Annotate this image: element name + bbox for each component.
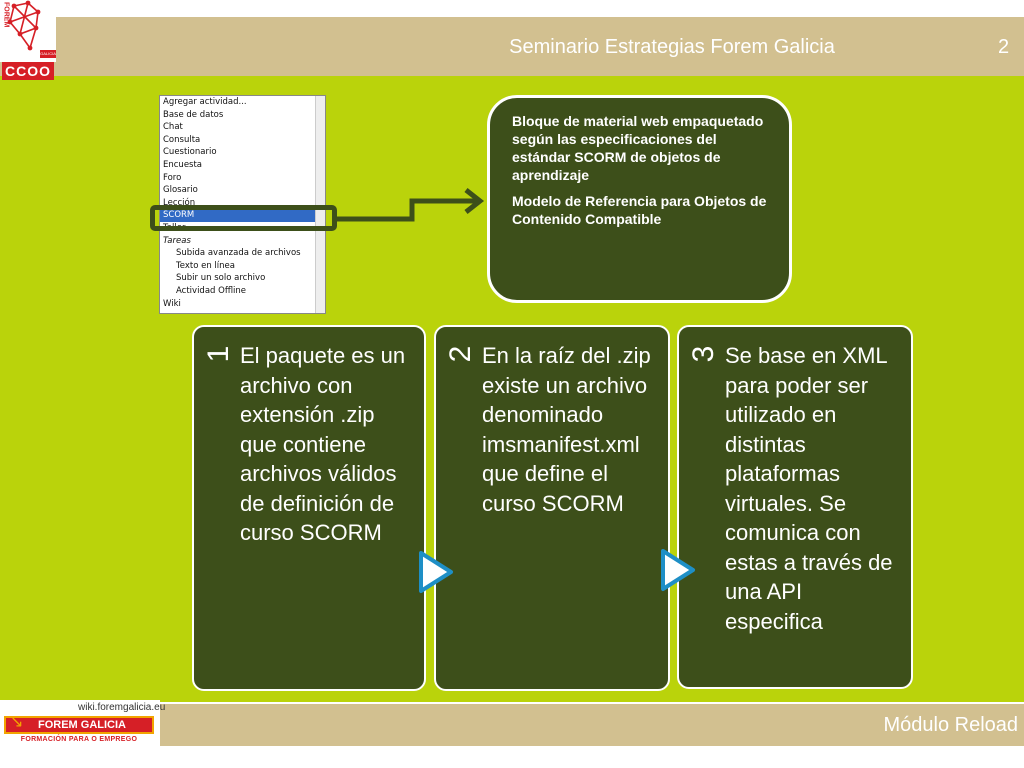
step-text: Se base en XML para poder ser utilizado en distintas plataformas virtuales. Se comunica con estas a través de una API especifica bbox=[725, 343, 893, 634]
scorm-definition-text: Bloque de material web empaquetado según las especificaciones del estándar SCORM de objetos de aprendizaje bbox=[512, 113, 764, 183]
menu-item[interactable]: Wiki bbox=[163, 298, 181, 309]
menu-item[interactable]: Subir un solo archivo bbox=[176, 273, 266, 284]
menu-item[interactable]: Consulta bbox=[163, 134, 201, 145]
forem-tagline: FORMACIÓN PARA O EMPREGO bbox=[20, 736, 138, 743]
chevron-right-icon bbox=[418, 550, 454, 594]
activity-menu-items bbox=[160, 96, 325, 310]
step-number: 1 bbox=[202, 345, 235, 363]
arrow-down-right-icon: ↘ bbox=[10, 712, 24, 731]
scorm-definition-bubble bbox=[487, 95, 792, 303]
step-text: En la raíz del .zip existe un archivo denominado imsmanifest.xml que define el curso SCORM bbox=[482, 343, 651, 516]
menu-item[interactable]: Subida avanzada de archivos bbox=[176, 248, 301, 259]
menu-item[interactable]: Taller bbox=[163, 222, 186, 233]
ccoo-badge: CCOO bbox=[2, 62, 54, 80]
footer-module-label: Módulo Reload bbox=[883, 714, 1018, 736]
step-number: 3 bbox=[687, 345, 720, 363]
menu-item[interactable]: SCORM bbox=[160, 209, 325, 222]
menu-item[interactable]: Chat bbox=[163, 122, 183, 133]
menu-item[interactable]: Glosario bbox=[163, 185, 198, 196]
forem-vertical-text bbox=[1, 2, 11, 30]
galicia-small-label: GALICIA bbox=[40, 51, 56, 56]
wiki-url[interactable]: wiki.foremgalicia.eu bbox=[78, 702, 166, 713]
menu-item[interactable]: Agregar actividad... bbox=[163, 97, 247, 107]
menu-item[interactable]: Foro bbox=[163, 172, 182, 183]
step-number: 2 bbox=[444, 345, 477, 363]
scorm-highlight-frame bbox=[150, 205, 337, 231]
step-card-1 bbox=[192, 325, 426, 691]
forem-letters: FOREM bbox=[2, 2, 10, 28]
menu-item[interactable]: Encuesta bbox=[163, 159, 203, 170]
menu-item[interactable]: Actividad Offline bbox=[176, 285, 247, 296]
chevron-right-icon bbox=[660, 548, 696, 592]
menu-item[interactable]: Lección bbox=[163, 197, 196, 208]
menu-group-label: Tareas bbox=[163, 235, 191, 246]
step-card-3 bbox=[677, 325, 913, 689]
step-card-2 bbox=[434, 325, 670, 691]
slide-title: Seminario Estrategias Forem Galicia bbox=[509, 36, 835, 58]
scorm-acronym-text: Modelo de Referencia para Objetos de Contenido Compatible bbox=[512, 193, 767, 227]
step-text: El paquete es un archivo con extensión .zip que contiene archivos válidos de definición de curso SCORM bbox=[240, 343, 406, 545]
forem-galicia-banner: FOREM GALICIA bbox=[4, 716, 154, 734]
menu-item[interactable]: Texto en línea bbox=[176, 260, 235, 271]
menu-item[interactable]: Base de datos bbox=[163, 109, 224, 120]
slide-number: 2 bbox=[998, 36, 1010, 58]
menu-item[interactable]: Cuestionario bbox=[163, 147, 217, 158]
